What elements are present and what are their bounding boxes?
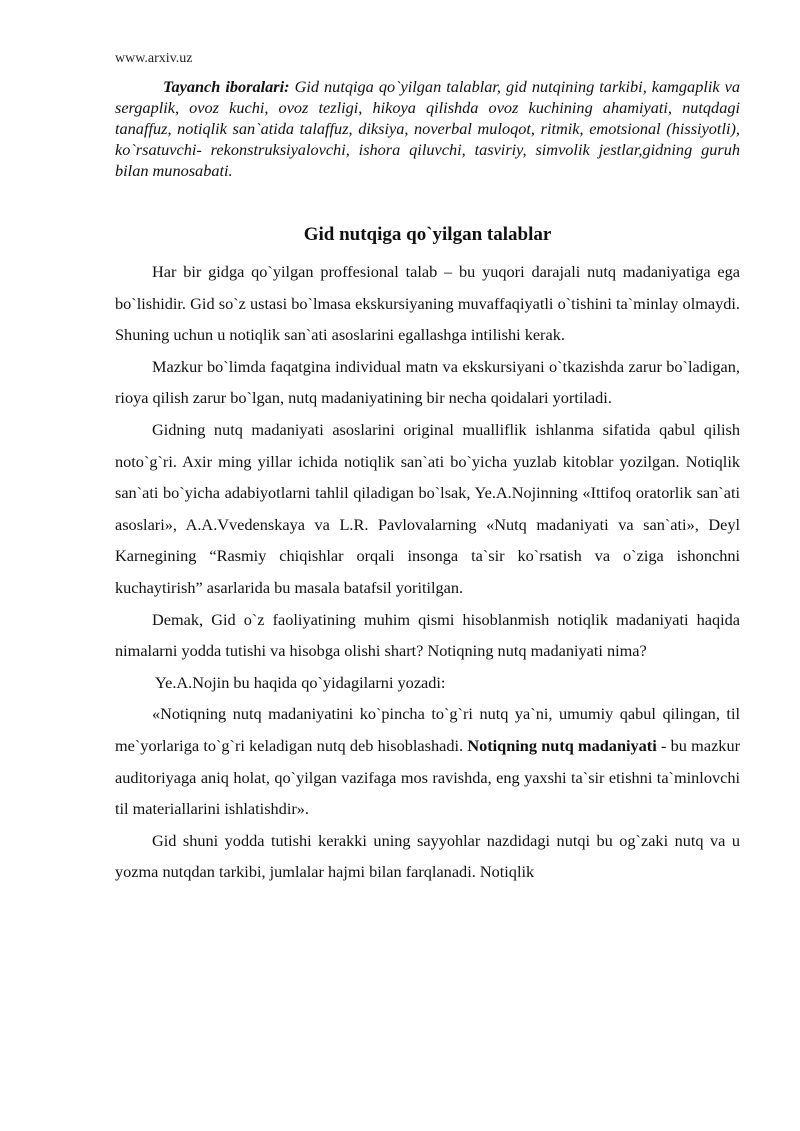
body-text <box>115 256 740 888</box>
section-title: Gid nutqiga qo`yilgan talablar <box>303 224 552 245</box>
paragraph-3: Gidning nutq madaniyati asoslarini original mualliflik ishlanma sifatida qabul qilish noto`g`ri. Axir ming yillar ichida notiqlik san`ati bo`yicha yuzlab kitoblar yozilgan. Notiqlik san`ati bo`yicha adabiyotlarni tahlil qiladigan bo`lsak, Ye.A.Nojinning «Ittifoq oratorlik san`ati asoslari», A.A.Vvedenskaya va L.R. Pavlovalarning «Nutq madaniyati va san`ati», Deyl Karnegining “Rasmiy chiqishlar orqali insonga ta`sir ko`rsatish va o`ziga ishonchni kuchaytirish” asarlarida bu masala batafsil yoritilgan. <box>115 419 740 597</box>
paragraph-7: Gid shuni yodda tutishi kerakki uning sayyohlar nazdidagi nutqi bu og`zaki nutq va u yozma nutqdan tarkibi, jumlalar hajmi bilan farqlanadi. Notiqlik <box>115 830 740 882</box>
quote-end: - bu mazkur auditoriyaga aniq holat, qo`yilgan vazifaga mos ravishda, eng yaxshi ta`sir etishni ta`minlovchi til materiallarini ishlatishdir». <box>115 735 741 819</box>
paragraph-4: Demak, Gid o`z faoliyatining muhim qismi hisoblanmish notiqlik madaniyati haqida nimalarni yodda tutishi va hisobga olishi shart? Notiqning nutq madaniyati nima? <box>115 609 740 661</box>
keywords-text: Gid nutqiga qo`yilgan talablar, gid nutqining tarkibi, kamgaplik va sergaplik, ovoz kuchi, ovoz tezligi, hikoya qilishda ovoz kuchining ahamiyati, nutqdagi tanaffuz, notiqlik san`atida talaffuz, diksiya, noverbal muloqot, ritmik, emotsional (hissiyotli), ko`rsatuvchi- rekonstruksiyalovchi, ishora qiluvchi, tasviriy, simvolik jestlar,gidning guruh bilan munosabati. <box>115 77 741 180</box>
site-header: www.arxiv.uz <box>115 51 193 66</box>
keywords-label: Tayanch iboralari: <box>163 77 290 96</box>
keywords-paragraph <box>115 76 740 181</box>
paragraph-5: Ye.A.Nojin bu haqida qo`yidagilarni yozadi: <box>155 672 446 692</box>
quote-start: «Notiqning nutq madaniyatini ko`pincha to`g`ri nutq ya`ni, umumiy qabul qilingan, til me`yorlariga to`g`ri keladigan nutq deb hisoblashadi. <box>115 704 740 755</box>
paragraph-1: Har bir gidga qo`yilgan proffesional talab – bu yuqori darajali nutq madaniyatiga ega bo`lishidir. Gid so`z ustasi bo`lmasa ekskursiyaning muvaffaqiyatli o`tishini ta`minlay olmaydi. Shuning uchun u notiqlik san`ati asoslarini egallashga intilishi kerak. <box>115 262 740 345</box>
quote-bold-term: Notiqning nutq madaniyati <box>467 735 657 755</box>
paragraph-2: Mazkur bo`limda faqatgina individual matn va ekskursiyani o`tkazishda zarur bo`ladigan, rioya qilish zarur bo`lgan, nutq madaniyatining bir necha qoidalari yortiladi. <box>115 356 740 408</box>
paragraph-6 <box>115 698 740 824</box>
